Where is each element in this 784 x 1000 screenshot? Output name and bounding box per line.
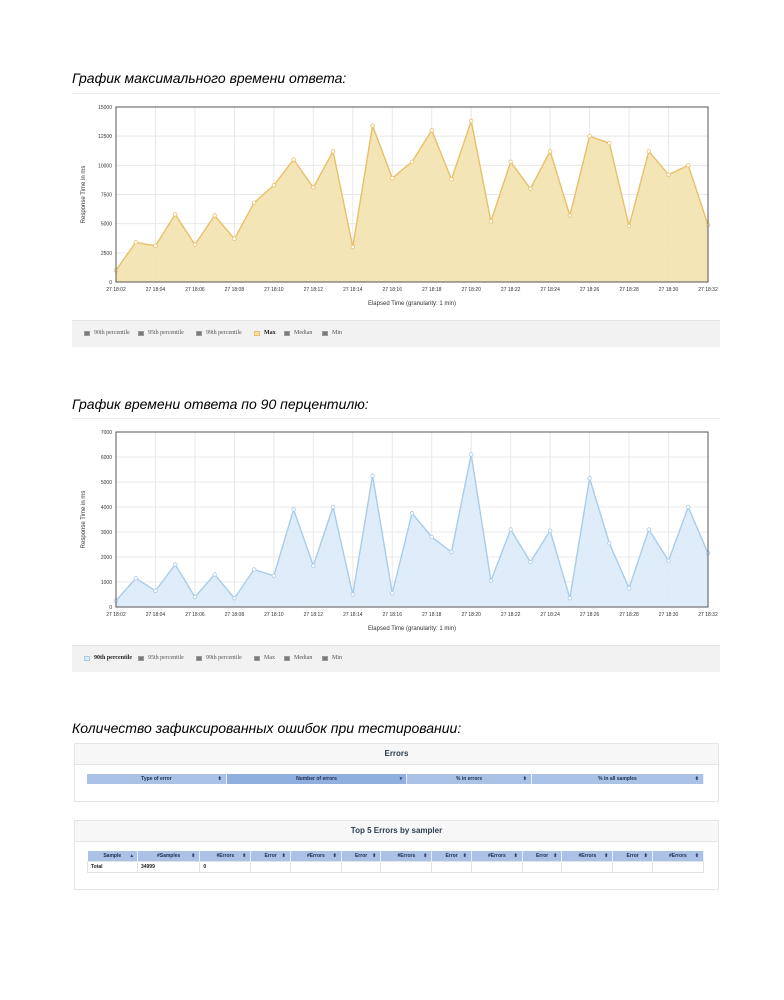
top5-column-label: Error [535,853,549,859]
top5-column-label: #Errors [397,853,416,859]
max-chart-x-tick-label: 27 18:10 [264,287,284,293]
table-cell: Total [88,862,138,873]
max-chart-data-point[interactable] [647,150,651,154]
max-chart-data-point[interactable] [351,245,355,249]
p90-chart-legend-item[interactable] [254,655,275,661]
p90-chart-data-point[interactable] [568,596,572,600]
max-chart-legend-item[interactable] [254,330,276,336]
top5-column-label: Error [264,853,277,859]
p90-chart-data-point[interactable] [469,453,473,457]
p90-chart-y-tick-label: 5000 [100,480,112,486]
max-chart-x-tick-label: 27 18:22 [500,287,521,293]
p90-chart-legend-label: Median [294,655,313,661]
max-chart-x-tick-label: 27 18:24 [540,287,560,293]
table-cell [341,862,381,873]
p90-chart-data-point[interactable] [647,528,651,532]
max-chart-data-point[interactable] [213,214,217,218]
legend-swatch-icon [284,331,290,336]
top5-column-label: #Errors [306,853,325,859]
max-chart-data-point[interactable] [489,220,493,224]
p90-chart-y-tick-label: 2000 [100,555,112,561]
max-chart-y-tick-label: 5000 [100,221,112,228]
p90-chart-data-point[interactable] [489,579,493,583]
p90-chart-x-tick-label: 27 18:22 [500,612,521,618]
p90-chart-data-point[interactable] [193,595,197,599]
p90-chart-y-tick-label: 0 [109,605,112,611]
max-chart-y-tick-label: 10000 [98,163,112,170]
max-chart-x-tick-label: 27 18:16 [382,287,403,293]
p90-chart-data-point[interactable] [272,574,276,578]
max-chart-data-point[interactable] [173,213,177,217]
p90-chart-data-point[interactable] [213,573,217,577]
max-chart-data-point[interactable] [272,183,276,187]
errors-column-label: Type of error [141,776,172,782]
p90-chart-x-tick-label: 27 18:24 [540,612,560,618]
max-chart-legend-item[interactable] [322,330,342,336]
p90-chart-data-point[interactable] [627,586,631,590]
max-chart-data-point[interactable] [509,160,513,164]
max-chart-data-point[interactable] [371,124,375,128]
sort-arrows-icon: ⬍ [217,776,222,782]
legend-swatch-icon [138,331,144,336]
max-chart-data-point[interactable] [667,173,671,177]
max-chart-data-point[interactable] [390,176,394,180]
max-chart-x-tick-label: 27 18:32 [698,287,718,293]
max-chart-legend-label: Min [332,330,343,336]
errors-table-title: Errors [75,744,718,765]
p90-chart-data-point[interactable] [588,476,592,480]
max-chart-legend-item[interactable] [284,330,312,336]
max-chart-y-tick-label: 12500 [98,134,112,141]
p90-chart-legend [72,645,720,672]
max-chart-data-point[interactable] [608,141,612,145]
max-chart-data-point[interactable] [312,186,316,190]
p90-chart-data-point[interactable] [548,529,552,533]
p90-chart-x-tick-label: 27 18:26 [579,612,600,618]
table-cell [652,862,703,873]
top5-column-label: #Errors [487,853,506,859]
legend-swatch-icon [322,656,328,661]
max-response-chart-panel [72,93,720,346]
p90-chart-y-tick-label: 3000 [100,530,112,536]
sort-arrows-icon: ⬍ [332,853,337,859]
p90-chart-x-tick-label: 27 18:04 [145,612,166,618]
p90-chart-x-tick-label: 27 18:12 [303,612,324,618]
p90-chart-legend-label: 95th percentile [148,655,184,661]
legend-swatch-icon [84,656,90,661]
p90-chart-x-axis-label: Elapsed Time (granularity: 1 min) [367,626,457,632]
max-chart-x-tick-label: 27 18:28 [619,287,639,293]
max-chart-data-point[interactable] [548,150,552,154]
errors-column-header[interactable] [531,774,703,784]
p90-chart-legend-item[interactable] [138,655,184,661]
max-chart-x-tick-label: 27 18:26 [579,287,600,293]
sort-arrows-icon: ▴ [130,853,133,859]
table-cell [562,862,613,873]
max-chart-legend [72,320,720,347]
sort-arrows-icon: ⬍ [643,853,648,859]
sort-arrows-icon: ⬍ [553,853,558,859]
max-chart-data-point[interactable] [588,134,592,138]
top5-column-header[interactable] [137,851,199,862]
max-chart-legend-item[interactable] [84,330,130,336]
errors-heading: Количество зафиксированных ошибок при тестировании: [72,720,462,736]
errors-panel [74,743,719,802]
max-chart-y-tick-label: 2500 [100,250,112,257]
errors-column-header[interactable] [407,774,532,784]
max-response-chart [72,94,720,318]
table-cell: 34999 [137,862,199,873]
p90-chart-x-tick-label: 27 18:20 [461,612,481,618]
p90-chart-data-point[interactable] [173,563,177,567]
max-chart-y-tick-label: 15000 [98,105,112,111]
top5-column-label: Error [354,853,368,859]
table-cell [381,862,432,873]
p90-chart-x-tick-label: 27 18:28 [619,612,639,618]
p90-chart-x-tick-label: 27 18:16 [382,612,403,618]
top5-column-label: #Errors [578,853,597,859]
p90-chart-legend-label: Max [264,655,275,661]
sort-arrows-icon: ⬍ [604,853,609,859]
p90-chart-data-point[interactable] [154,589,158,593]
p90-chart-data-point[interactable] [450,550,454,554]
p90-chart-y-tick-label: 7000 [100,430,112,436]
table-cell [432,862,472,873]
p90-chart-legend-label: 90th percentile [94,655,133,661]
errors-column-header[interactable] [226,774,406,784]
max-chart-legend-label: 99th percentile [206,330,242,336]
max-chart-x-tick-label: 27 18:08 [224,287,245,293]
p90-chart-legend-label: Min [332,655,343,661]
p90-chart-x-tick-label: 27 18:14 [343,612,363,618]
max-chart-x-tick-label: 27 18:14 [343,287,363,293]
p90-chart-data-point[interactable] [292,508,296,512]
legend-swatch-icon [196,331,202,336]
max-chart-data-point[interactable] [410,160,414,164]
errors-table [87,774,704,784]
p90-chart-legend-label: 99th percentile [206,655,242,661]
max-chart-data-point[interactable] [450,178,454,182]
p90-chart-data-point[interactable] [134,576,138,580]
p90-chart-legend-item[interactable] [84,655,132,661]
top5-column-label: Error [445,853,458,859]
max-chart-data-point[interactable] [154,244,158,248]
top5-panel [74,820,719,890]
p90-chart-heading: График времени ответа по 90 перцентилю: [72,396,369,412]
p90-chart-x-tick-label: 27 18:10 [264,612,284,618]
legend-swatch-icon [322,331,328,336]
p90-chart-x-tick-label: 27 18:08 [224,612,245,618]
max-chart-x-tick-label: 27 18:20 [461,287,481,293]
max-chart-x-tick-label: 27 18:02 [106,287,126,293]
p90-chart-data-point[interactable] [430,535,434,539]
sort-arrows-icon: ⬍ [281,853,286,859]
p90-response-chart [72,419,720,643]
legend-swatch-icon [196,656,202,661]
p90-chart-area-fill [116,455,708,608]
max-chart-y-tick-label: 7500 [100,192,112,199]
sort-arrows-icon: ⬍ [191,853,196,859]
top5-column-header[interactable] [381,851,432,862]
p90-chart-data-point[interactable] [410,511,414,515]
p90-chart-y-tick-label: 6000 [100,455,112,461]
max-chart-legend-item[interactable] [196,330,242,336]
top5-column-header[interactable] [562,851,613,862]
max-chart-data-point[interactable] [252,201,256,205]
top5-column-label: #Errors [216,853,235,859]
top5-column-header[interactable] [432,851,472,862]
top5-table-title: Top 5 Errors by sampler [75,821,718,842]
top5-table [87,851,704,873]
max-chart-data-point[interactable] [568,214,572,218]
top5-column-header[interactable] [652,851,703,862]
errors-column-label: Number of errors [296,776,337,782]
p90-chart-data-point[interactable] [252,568,256,572]
max-chart-y-axis-label: Response Time in ms [81,165,87,224]
legend-swatch-icon [138,656,144,661]
p90-chart-x-tick-label: 27 18:06 [185,612,205,618]
max-chart-data-point[interactable] [292,158,296,162]
max-chart-legend-label: Max [264,330,276,336]
max-chart-data-point[interactable] [686,164,690,168]
errors-column-label: % in all samples [598,776,637,782]
p90-chart-legend-item[interactable] [196,655,242,661]
sort-arrows-icon: ▾ [399,776,403,782]
max-chart-x-tick-label: 27 18:06 [185,287,205,293]
top5-column-header[interactable] [613,851,653,862]
max-chart-legend-label: 95th percentile [148,330,184,336]
sort-arrows-icon: ⬍ [522,776,527,782]
table-cell [471,862,522,873]
p90-chart-data-point[interactable] [390,591,394,595]
top5-column-header[interactable] [290,851,341,862]
legend-swatch-icon [254,656,260,661]
max-chart-data-point[interactable] [627,224,631,228]
p90-chart-data-point[interactable] [233,596,237,600]
p90-response-chart-panel [72,418,720,671]
max-chart-area-fill [116,121,708,282]
p90-chart-data-point[interactable] [509,528,513,532]
p90-chart-x-tick-label: 27 18:32 [698,612,718,618]
max-chart-heading: График максимального времени ответа: [72,70,347,86]
max-chart-data-point[interactable] [529,187,533,191]
max-chart-data-point[interactable] [233,237,237,241]
table-cell [251,862,291,873]
max-chart-y-tick-label: 0 [109,280,112,286]
p90-chart-y-tick-label: 1000 [100,580,112,586]
max-chart-data-point[interactable] [430,129,434,133]
table-cell [613,862,653,873]
max-chart-x-tick-label: 27 18:12 [303,287,324,293]
max-chart-x-axis-label: Elapsed Time (granularity: 1 min) [367,301,457,307]
top5-column-header[interactable] [471,851,522,862]
max-chart-legend-item[interactable] [138,330,184,336]
errors-column-label: % in errors [455,776,483,782]
sort-arrows-icon: ⬍ [462,853,467,859]
p90-chart-data-point[interactable] [667,559,671,563]
max-chart-x-tick-label: 27 18:18 [421,287,442,293]
max-chart-data-point[interactable] [134,241,138,245]
p90-chart-data-point[interactable] [331,505,335,509]
max-chart-data-point[interactable] [469,119,473,123]
max-chart-x-tick-label: 27 18:04 [145,287,166,293]
max-chart-legend-label: Median [294,330,313,336]
sort-arrows-icon: ⬍ [423,853,428,859]
table-cell [290,862,341,873]
top5-column-header[interactable] [341,851,381,862]
max-chart-legend-label: 90th percentile [94,330,130,336]
table-row [88,862,704,873]
max-chart-data-point[interactable] [193,243,197,247]
p90-chart-data-point[interactable] [351,593,355,597]
p90-chart-y-axis-label: Response Time in ms [81,490,87,549]
legend-swatch-icon [254,331,260,336]
table-cell: 0 [200,862,251,873]
top5-column-label: Sample [103,853,122,859]
errors-column-header[interactable] [87,774,226,784]
top5-column-header[interactable] [251,851,291,862]
sort-arrows-icon: ⬍ [242,853,247,859]
sort-arrows-icon: ⬍ [694,853,699,859]
p90-chart-data-point[interactable] [686,505,690,509]
sort-arrows-icon: ⬍ [372,853,377,859]
p90-chart-y-tick-label: 4000 [100,505,112,511]
top5-column-label: #Errors [669,853,687,859]
p90-chart-data-point[interactable] [371,474,375,478]
p90-chart-x-tick-label: 27 18:02 [106,612,126,618]
p90-chart-data-point[interactable] [529,560,533,564]
top5-column-label: #Samples [156,853,181,859]
max-chart-data-point[interactable] [331,150,335,154]
p90-chart-legend-item[interactable] [322,655,342,661]
p90-chart-x-tick-label: 27 18:18 [421,612,442,618]
top5-column-header[interactable] [200,851,251,862]
p90-chart-data-point[interactable] [312,564,316,568]
sort-arrows-icon: ⬍ [513,853,518,859]
legend-swatch-icon [284,656,290,661]
p90-chart-legend-item[interactable] [284,655,312,661]
table-cell [522,862,562,873]
top5-column-header[interactable] [88,851,138,862]
top5-column-label: Error [626,853,639,859]
p90-chart-data-point[interactable] [608,541,612,545]
p90-chart-x-tick-label: 27 18:30 [658,612,679,618]
max-chart-x-tick-label: 27 18:30 [658,287,679,293]
top5-column-header[interactable] [522,851,562,862]
legend-swatch-icon [84,331,90,336]
sort-arrows-icon: ⬍ [694,776,699,782]
